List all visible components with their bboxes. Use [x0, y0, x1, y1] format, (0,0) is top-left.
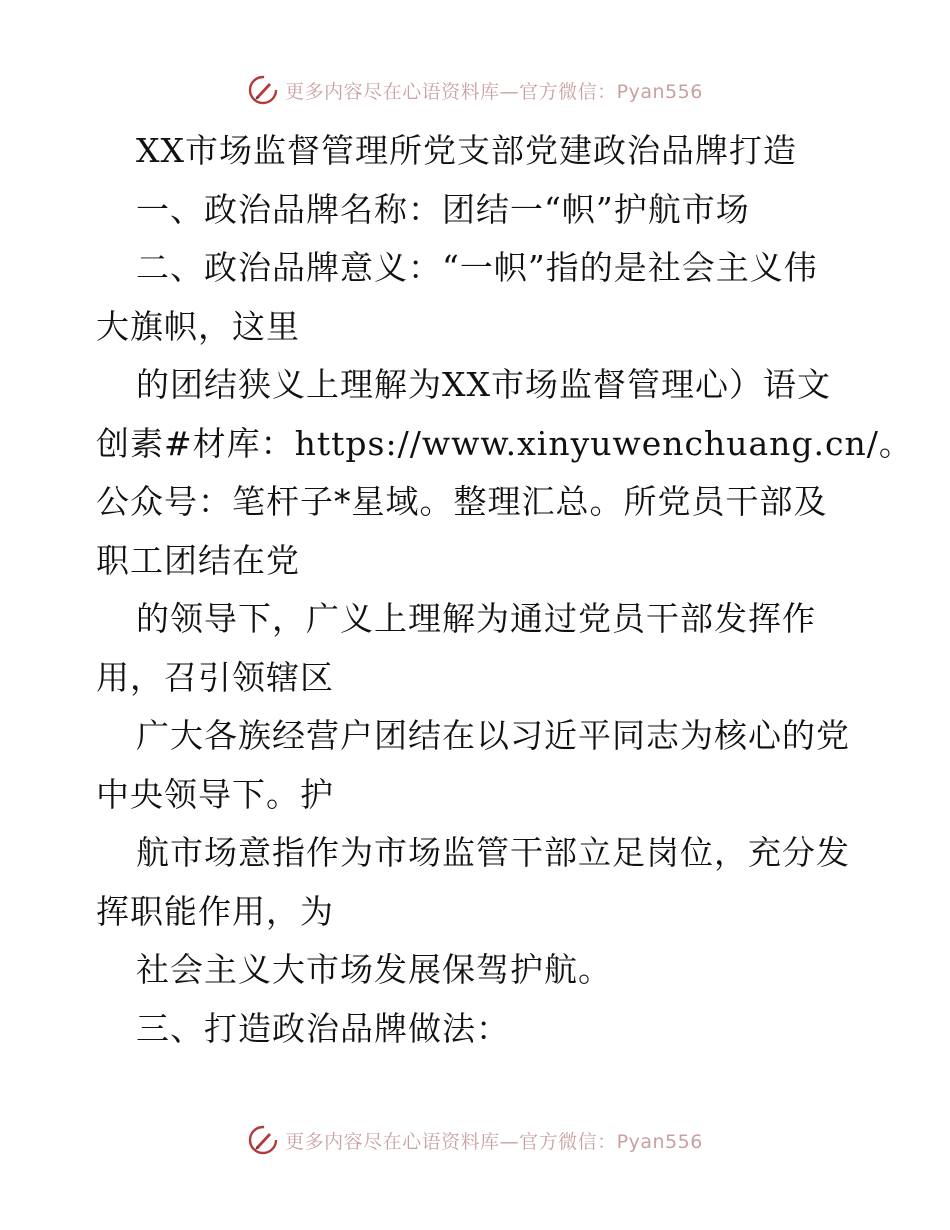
paragraph-line: 创素#材库：https://www.xinyuwenchuang.cn/。 [96, 423, 913, 463]
watermark-label: 更多内容尽在心语资料库—官方微信： [285, 80, 617, 103]
paragraph-line: 用，召引领辖区 [96, 657, 334, 697]
paragraph-line: 中央领导下。护 [96, 774, 334, 814]
header-watermark [0, 70, 950, 110]
quill-circle-logo-icon [247, 1124, 279, 1156]
watermark-group [247, 74, 703, 106]
watermark-label: 更多内容尽在心语资料库—官方微信： [285, 1130, 617, 1153]
watermark-group [247, 1124, 703, 1156]
paragraph-line: 的团结狭义上理解为XX市场监督管理心）语文 [136, 365, 831, 404]
paragraph-line: 挥职能作用，为 [96, 891, 334, 931]
quill-circle-logo-icon [247, 74, 279, 106]
paragraph-line: 一、政治品牌名称：团结一“帜”护航市场 [136, 189, 750, 229]
watermark-handle: Pyan556 [616, 80, 703, 103]
document-title: XX市场监督管理所党支部党建政治品牌打造 [136, 131, 797, 170]
paragraph-line: 社会主义大市场发展保驾护航。 [136, 950, 612, 989]
paragraph-line: 的领导下，广义上理解为通过党员干部发挥作 [136, 599, 816, 638]
paragraph-line: 航市场意指作为市场监管干部立足岗位，充分发 [136, 833, 850, 872]
paragraph-line: 广大各族经营户团结在以习近平同志为核心的党 [136, 716, 850, 755]
paragraph-line: 大旗帜，这里 [96, 306, 300, 346]
paragraph-line: 公众号：笔杆子*星域。整理汇总。所党员干部及 [96, 482, 828, 521]
paragraph-line: 职工团结在党 [96, 540, 300, 580]
paragraph-line: 二、政治品牌意义：“一帜”指的是社会主义伟 [136, 248, 818, 287]
section-heading: 三、打造政治品牌做法： [136, 1008, 510, 1048]
document-body [96, 122, 913, 1058]
watermark-text [285, 77, 703, 104]
watermark-text [285, 1127, 703, 1154]
watermark-handle: Pyan556 [616, 1130, 703, 1153]
footer-watermark [0, 1120, 950, 1160]
